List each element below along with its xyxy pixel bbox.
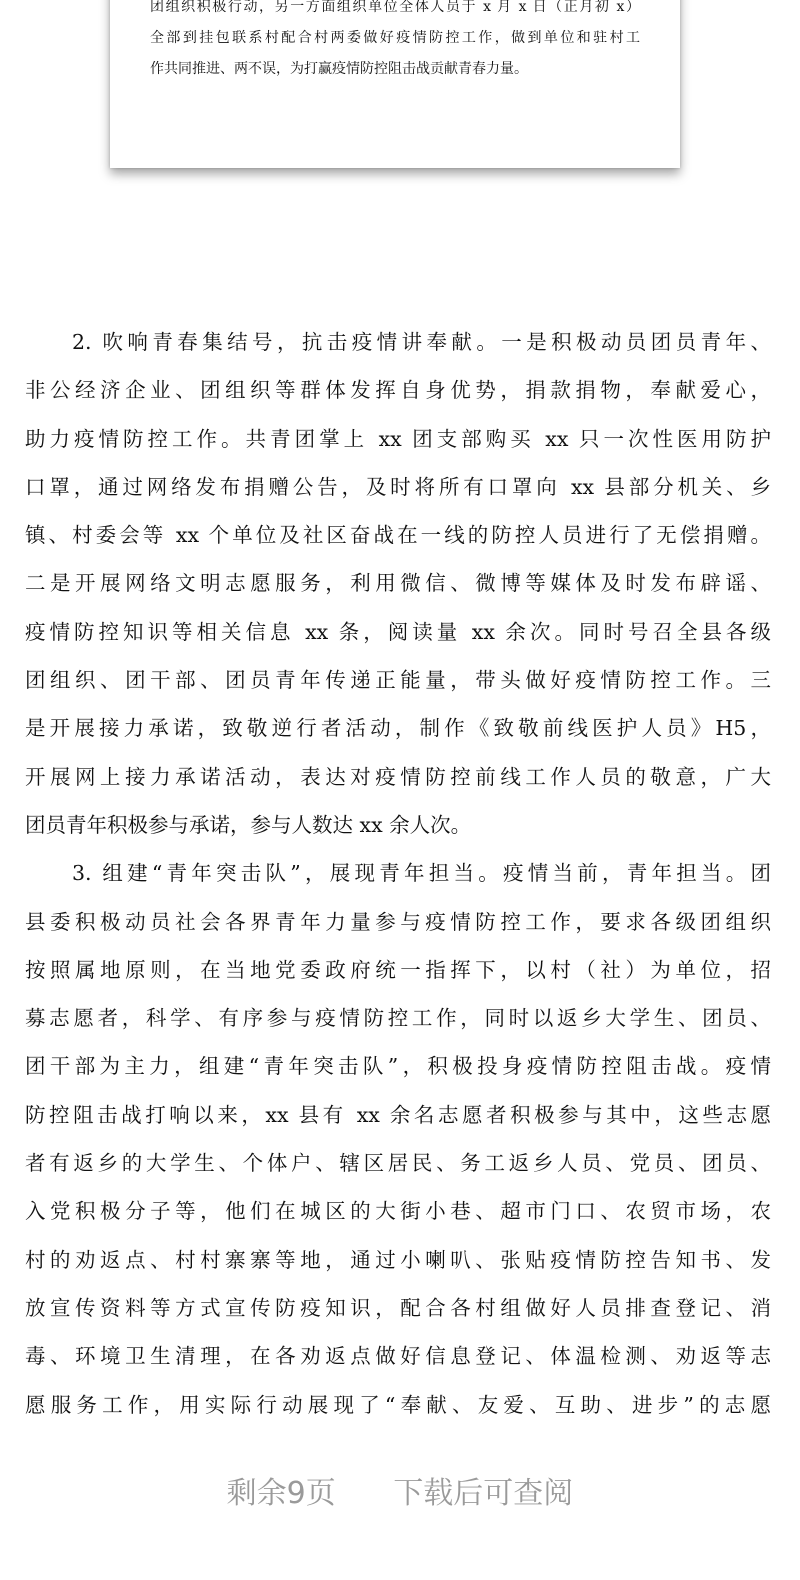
preview-limit-notice[interactable]: [0, 1468, 800, 1512]
text-line: 镇、村委会等 xx 个单位及社区奋战在一线的防控人员进行了无偿捐赠。: [25, 523, 771, 548]
text-line: 募志愿者，科学、有序参与疫情防控工作，同时以返乡大学生、团员、: [25, 1006, 771, 1031]
text-line: 愿服务工作，用实际行动展现了“奉献、友爱、互助、进步”的志愿: [25, 1392, 771, 1417]
card-text-line: 全部到挂包联系村配合村两委做好疫情防控工作，做到单位和驻村工: [150, 30, 640, 46]
text-line: 防控阻击战打响以来，xx 县有 xx 余名志愿者积极参与其中，这些志愿: [25, 1102, 771, 1127]
text-line: 放宣传资料等方式宣传防疫知识，配合各村组做好人员排查登记、消: [25, 1295, 771, 1320]
paragraph: [25, 849, 771, 1429]
document-body: [25, 318, 771, 1429]
text-line: 疫情防控知识等相关信息 xx 条，阅读量 xx 余次。同时号召全县各级: [25, 619, 771, 644]
card-text-line: 作共同推进、两不误，为打赢疫情防控阻击战贡献青春力量。: [150, 61, 528, 77]
text-line: 团组织、团干部、团员青年传递正能量，带头做好疫情防控工作。三: [25, 668, 771, 693]
text-line: 二是开展网络文明志愿服务，利用微信、微博等媒体及时发布辟谣、: [25, 571, 771, 596]
text-line: 毒、环境卫生清理，在各劝返点做好信息登记、体温检测、劝返等志: [25, 1344, 771, 1369]
card-text-line: 团组织积极行动，另一方面组织单位全体人员于 x 月 x 日（正月初 x）: [150, 0, 640, 15]
text-line: 开展网上接力承诺活动，表达对疫情防控前线工作人员的敬意，广大: [25, 764, 771, 789]
download-hint-label: 下载后可查阅: [393, 1476, 574, 1511]
text-line: 入党积极分子等，他们在城区的大街小巷、超市门口、农贸市场，农: [25, 1199, 771, 1224]
text-line: 团员青年积极参与承诺，参与人数达 xx 余人次。: [25, 812, 472, 837]
text-line: 按照属地原则，在当地党委政府统一指挥下，以村（社）为单位，招: [25, 957, 771, 982]
text-line: 非公经济企业、团组织等群体发挥自身优势，捐款捐物，奉献爱心，: [25, 378, 771, 403]
text-line: 团干部为主力，组建“青年突击队”，积极投身疫情防控阻击战。疫情: [25, 1054, 771, 1079]
text-line: 村的劝返点、村村寨寨等地，通过小喇叭、张贴疫情防控告知书、发: [25, 1247, 771, 1272]
text-line: 口罩，通过网络发布捐赠公告，及时将所有口罩向 xx 县部分机关、乡: [25, 474, 771, 499]
text-line: 者有返乡的大学生、个体户、辖区居民、务工返乡人员、党员、团员、: [25, 1151, 771, 1176]
previous-page-card: [110, 0, 680, 168]
paragraph: [25, 318, 771, 849]
text-line: 2. 吹响青春集结号，抗击疫情讲奉献。一是积极动员团员青年、: [72, 330, 771, 354]
text-line: 3. 组建“青年突击队”，展现青年担当。疫情当前，青年担当。团: [72, 861, 771, 886]
remaining-pages-label: 剩余9页: [226, 1476, 336, 1511]
text-line: 县委积极动员社会各界青年力量参与疫情防控工作，要求各级团组织: [25, 909, 771, 934]
previous-page-text: [150, 0, 640, 85]
text-line: 助力疫情防控工作。共青团掌上 xx 团支部购买 xx 只一次性医用防护: [25, 426, 771, 451]
text-line: 是开展接力承诺，致敬逆行者活动，制作《致敬前线医护人员》H5，: [25, 716, 771, 741]
